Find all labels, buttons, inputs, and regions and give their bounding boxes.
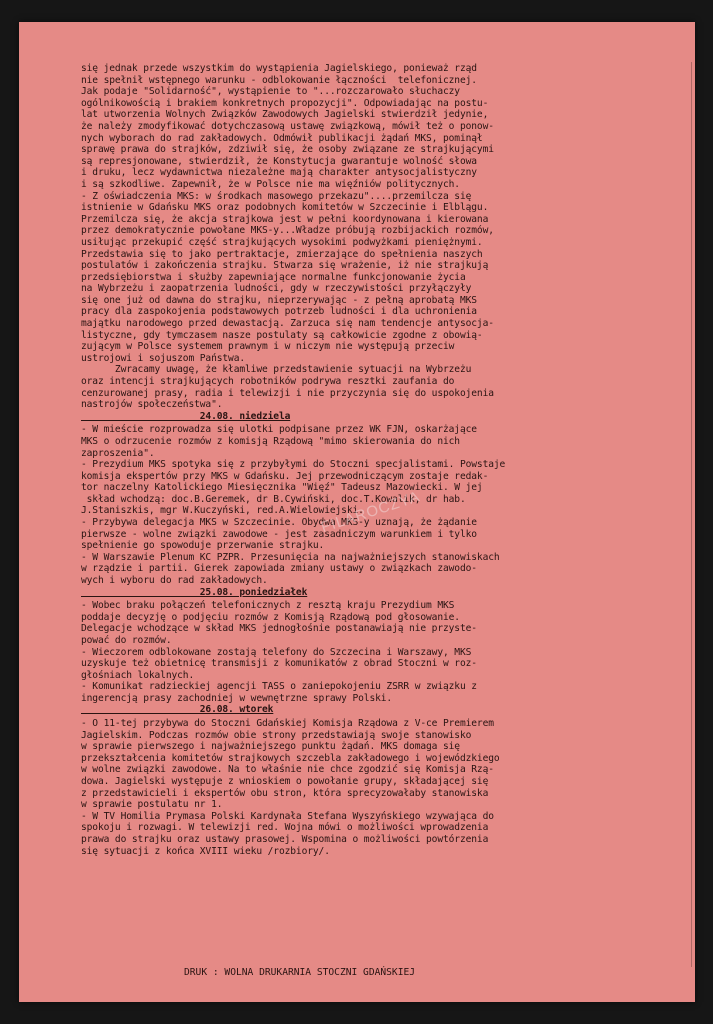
text-line: - W TV Homilia Prymasa Polski Kardynała Stefana Wyszyńskiego wzywająca do xyxy=(81,810,494,822)
text-line: nie spełnił wstępnego warunku - odblokowanie łączności telefonicznej. xyxy=(81,74,477,86)
document-page xyxy=(19,22,695,1002)
text-line: komisja ekspertów przy MKS w Gdańsku. Jej przewodniczącym zostaje redak- xyxy=(81,470,489,482)
text-line: - W Warszawie Plenum KC PZPR. Przesunięcia na najważniejszych stanowiskach xyxy=(81,551,500,563)
text-line: pracy dla zaspokojenia podstawowych potrzeb ludności i dla uchronienia xyxy=(81,306,477,318)
text-line: oraz intencji strajkujących robotników podrywa resztki zaufania do xyxy=(81,376,455,388)
text-line: postulatów i zakończenia strajku. Stwarza się wrażenie, iż nie strajkują xyxy=(81,260,489,272)
text-line: w sprawie pierwszego i najważniejszego punktu żądań. MKS domaga się xyxy=(81,741,460,753)
text-line: w wolne związki zawodowe. Na to właśnie nie chce zgodzić się Komisja Rzą- xyxy=(81,764,494,776)
text-line: nych wyborach do rad zakładowych. Odmówił publikacji żądań MKS, pominął xyxy=(81,132,483,144)
text-line: - W mieście rozprowadza się ulotki podpisane przez WK FJN, oskarżające xyxy=(81,424,477,436)
text-line: poddaje decyzję o podjęciu rozmów z Komisją Rządową pod głosowanie. xyxy=(81,611,460,623)
text-line: - Z oświadczenia MKS: w środkach masowego przekazu"....przemilcza się xyxy=(81,190,472,202)
text-line: - Komunikat radzieckiej agencji TASS o zaniepokojeniu ZSRR w związku z xyxy=(81,681,477,693)
text-line: lat utworzenia Wolnych Związków Zawodowych Jagielski stwierdził jedynie, xyxy=(81,109,489,121)
text-line: - O 11-tej przybywa do Stoczni Gdańskiej Komisja Rządowa z V-ce Premierem xyxy=(81,717,494,729)
text-line: zaproszenia". xyxy=(81,447,155,459)
text-line: głośniach lokalnych. xyxy=(81,669,195,681)
text-line: majątku narodowego przed dewastacją. Zarzuca się nam tendencje antysocja- xyxy=(81,318,494,330)
text-line: prawa do strajku oraz ustawy prasowej. Wspomina o możliwości powtórzenia xyxy=(81,833,489,845)
text-line: Zwracamy uwagę, że kłamliwe przedstawienie sytuacji na Wybrzeżu xyxy=(81,364,472,376)
watermark: FILAROCZYA xyxy=(319,488,423,537)
text-line: się sytuacji z końca XVIII wieku /rozbiory/. xyxy=(81,845,330,857)
text-line: w rządzie i partii. Gierek zapowiada zmiany ustawy o związkach zawodo- xyxy=(81,563,477,575)
text-line: przekształcenia komitetów strajkowych szczebla zakładowego i wojewódzkiego xyxy=(81,752,500,764)
date-heading: 26.08. wtorek xyxy=(81,704,274,716)
text-line: sprawę prawa do strajków, zdziwił się, że osoby związane ze strajkującymi xyxy=(81,144,494,156)
text-line: J.Staniszkis, mgr W.Kuczyński, red.A.Wielowiejski. xyxy=(81,505,364,517)
text-line: - Prezydium MKS spotyka się z przybyłymi do Stoczni specjalistami. Powstaje xyxy=(81,459,506,471)
text-line: dowa. Jagielski występuje z wnioskiem o powołanie grupy, składającej się xyxy=(81,775,489,787)
text-line: przez demokratycznie powołane MKS-y...Władze próbują rozbijackich rozmów, xyxy=(81,225,494,237)
text-line: przedsiębiorstwa i służby zapewniające normalne funkcjonowanie życia xyxy=(81,271,466,283)
text-line: spełnienie go spowoduje przerwanie strajku. xyxy=(81,540,325,552)
date-heading: 24.08. niedziela xyxy=(81,410,291,422)
text-line: - Przybywa delegacja MKS w Szczecinie. Obydwa MKS-y uznają, że żądanie xyxy=(81,517,477,529)
text-line: na Wybrzeżu i zaopatrzenia ludności, gdy w rzeczywistości przyłączyły xyxy=(81,283,472,295)
date-heading: 25.08. poniedziałek xyxy=(81,586,308,598)
text-line: wych i wyboru do rad zakładowych. xyxy=(81,575,268,587)
text-line: Jak podaje "Solidarność", wystąpienie to "...rozczarowało słuchaczy xyxy=(81,86,460,98)
text-line: Delegacje wchodzące w skład MKS jednogłośnie postanawiają nie przyste- xyxy=(81,623,477,635)
text-line: Jagielskim. Podczas rozmów obie strony przedstawiają swoje stanowisko xyxy=(81,729,472,741)
text-line: że należy zmodyfikować dotychczasową ustawę związkową, mówił też o ponow- xyxy=(81,120,494,132)
text-line: - Wobec braku połączeń telefonicznych z resztą kraju Prezydium MKS xyxy=(81,600,455,612)
text-line: się one już od dawna do strajku, nieprzerywając - z pełną aprobatą MKS xyxy=(81,294,477,306)
text-line: w sprawie postulatu nr 1. xyxy=(81,799,223,811)
text-line: ogólnikowością i brakiem konkretnych propozycji". Odpowiadając na postu- xyxy=(81,97,489,109)
text-line: tor naczelny Katolickiego Miesięcznika "Więź" Tadeusz Mazowiecki. W jej xyxy=(81,482,483,494)
text-line: spokoju i rozwagi. W telewizji red. Wojna mówi o możliwości wprowadzenia xyxy=(81,822,489,834)
text-line: Przedstawia się to jako pertraktacje, zmierzające do spełnienia naszych xyxy=(81,248,483,260)
print-footer: DRUK : WOLNA DRUKARNIA STOCZNI GDAŃSKIEJ xyxy=(184,967,416,978)
text-line: MKS o odrzucenie rozmów z komisją Rządową "mimo skierowania do nich xyxy=(81,435,460,447)
text-line: pierwsze - wolne związki zawodowe - jest zasadniczym warunkiem i tylko xyxy=(81,528,477,540)
text-line: są represjonowane, stwierdził, że Konstytucja gwarantuje wolność słowa xyxy=(81,155,477,167)
text-line: usiłując przekupić część strajkujących wysokimi podwyżkami pieniężnymi. xyxy=(81,236,483,248)
text-line: się jednak przede wszystkim do wystąpienia Jagielskiego, ponieważ rząd xyxy=(81,63,477,74)
text-line: i druku, lecz wydawnictwa niezależne mają charakter antysocjalistyczny xyxy=(81,167,477,179)
text-line: z przedstawicieli i ekspertów obu stron, która sprecyzowałaby stanowiska xyxy=(81,787,489,799)
text-line: listyczne, gdy tymczasem nasze postulaty są całkowicie zgodne z obowią- xyxy=(81,329,483,341)
text-line: i są szkodliwe. Zapewnił, że w Polsce nie ma więźniów politycznych. xyxy=(81,178,460,190)
text-line: skład wchodzą: doc.B.Geremek, dr B.Cywiński, doc.T.Kowalik, dr hab. xyxy=(81,493,466,505)
text-line: zującym w Polsce systemem prawnym i w niczym nie występują przeciw xyxy=(81,341,455,353)
text-line: Przemilcza się, że akcja strajkowa jest w pełni koordynowana i kierowana xyxy=(81,213,489,225)
text-line: pować do rozmów. xyxy=(81,634,172,646)
document-body xyxy=(81,63,691,857)
text-line: nastrojów społeczeństwa". xyxy=(81,399,223,411)
text-line: - Wieczorem odblokowane zostają telefony do Szczecina i Warszawy, MKS xyxy=(81,646,472,658)
margin-rule xyxy=(691,62,692,967)
text-line: ingerencją prasy zachodniej w wewnętrzne sprawy Polski. xyxy=(81,692,393,704)
text-line: cenzurowanej prasy, radia i telewizji i nie przyczynia się do uspokojenia xyxy=(81,387,494,399)
text-line: ustrojowi i sojuszom Państwa. xyxy=(81,352,246,364)
text-line: istnienie w Gdańsku MKS oraz podobnych komitetów w Szczecinie i Elblągu. xyxy=(81,202,489,214)
text-line: uzyskuje też obietnicę transmisji z komunikatów z obrad Stoczni w roz- xyxy=(81,658,477,670)
